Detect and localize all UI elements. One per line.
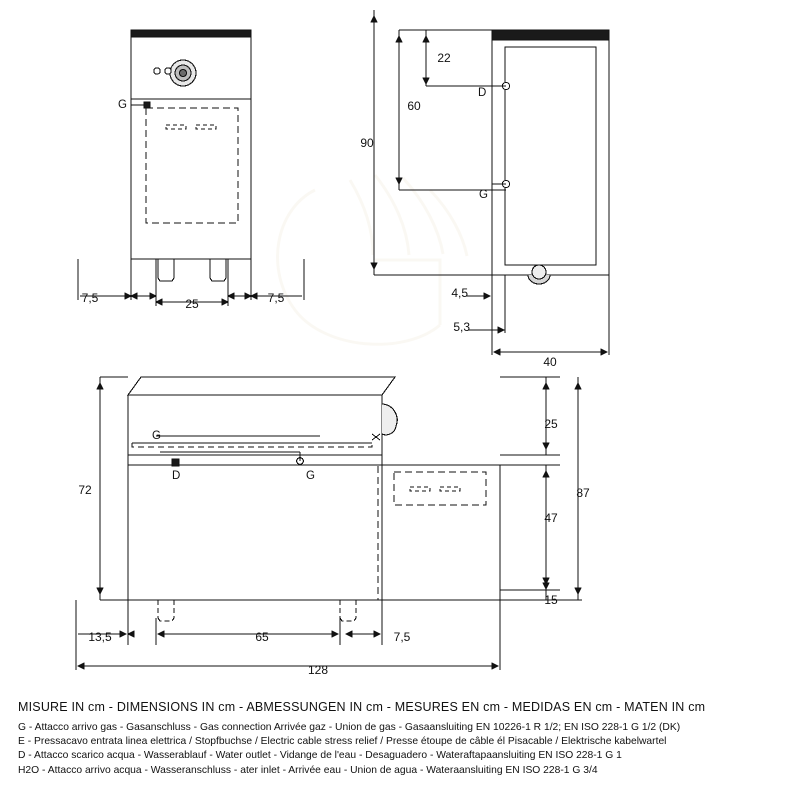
dim-side-90: 90 bbox=[360, 136, 374, 150]
dim-top-135: 13,5 bbox=[88, 630, 112, 644]
dim-top-65: 65 bbox=[255, 630, 269, 644]
dim-side-60: 60 bbox=[407, 99, 421, 113]
front-view-geometry bbox=[131, 30, 251, 281]
dim-front-center: 25 bbox=[185, 297, 199, 311]
legend-row-d: D - Attacco scarico acqua - Wasserablauf - Water outlet - Vidange de l'eau - Desaguadero - Wateraftapaansluiting EN ISO 228-1 G 1 bbox=[18, 750, 622, 762]
top-label-d: D bbox=[172, 470, 181, 482]
dim-side-22: 22 bbox=[437, 51, 451, 65]
top-view-left-dimensions bbox=[97, 377, 128, 600]
top-label-g2: G bbox=[306, 470, 315, 482]
top-view-geometry bbox=[128, 377, 500, 621]
legend-block bbox=[18, 700, 788, 778]
legend-row-g: G - Attacco arrivo gas - Gasanschluss - Gas connection Arrivée gaz - Union de gas - Gasaansluiting EN 10226-1 R 1/2; EN ISO 228-1 G 1/2 (DK) bbox=[18, 722, 681, 733]
dim-top-47: 47 bbox=[544, 511, 558, 525]
side-view-vertical-dimensions bbox=[371, 10, 506, 275]
front-label-g: G bbox=[118, 99, 127, 111]
dim-front-left: 7,5 bbox=[81, 291, 99, 305]
legend-row-h2o: H2O - Attacco arrivo acqua - Wasseranschluss - ater inlet - Arrivée eau - Union de agua - Wateraansluiting EN ISO 228-1 G 3/4 bbox=[18, 764, 598, 776]
dim-top-25: 25 bbox=[544, 417, 558, 431]
top-label-g1: G bbox=[152, 430, 161, 442]
dim-top-15: 15 bbox=[544, 593, 558, 607]
dim-top-75: 7,5 bbox=[393, 630, 411, 644]
dim-side-40: 40 bbox=[543, 355, 557, 369]
side-label-g: G bbox=[479, 189, 488, 201]
legend-row-e: E - Pressacavo entrata linea elettrica / Stopfbuchse / Electric cable stress relief / Presse étoupe de câble él Pisacable / Elektrische kabelwartel bbox=[18, 736, 667, 748]
dim-front-right: 7,5 bbox=[267, 291, 285, 305]
dim-top-87: 87 bbox=[576, 486, 590, 500]
legend-title: MISURE IN cm - DIMENSIONS IN cm - ABMESSUNGEN IN cm - MESURES EN cm - MEDIDAS EN cm - MATEN IN cm bbox=[18, 700, 706, 714]
dim-top-128: 128 bbox=[307, 663, 329, 677]
dim-side-45: 4,5 bbox=[451, 286, 468, 300]
side-view-geometry bbox=[492, 30, 609, 284]
side-label-d: D bbox=[478, 87, 487, 99]
dim-side-53: 5,3 bbox=[453, 320, 470, 334]
side-view-bottom-dimensions bbox=[466, 275, 609, 355]
dim-top-72: 72 bbox=[78, 483, 92, 497]
